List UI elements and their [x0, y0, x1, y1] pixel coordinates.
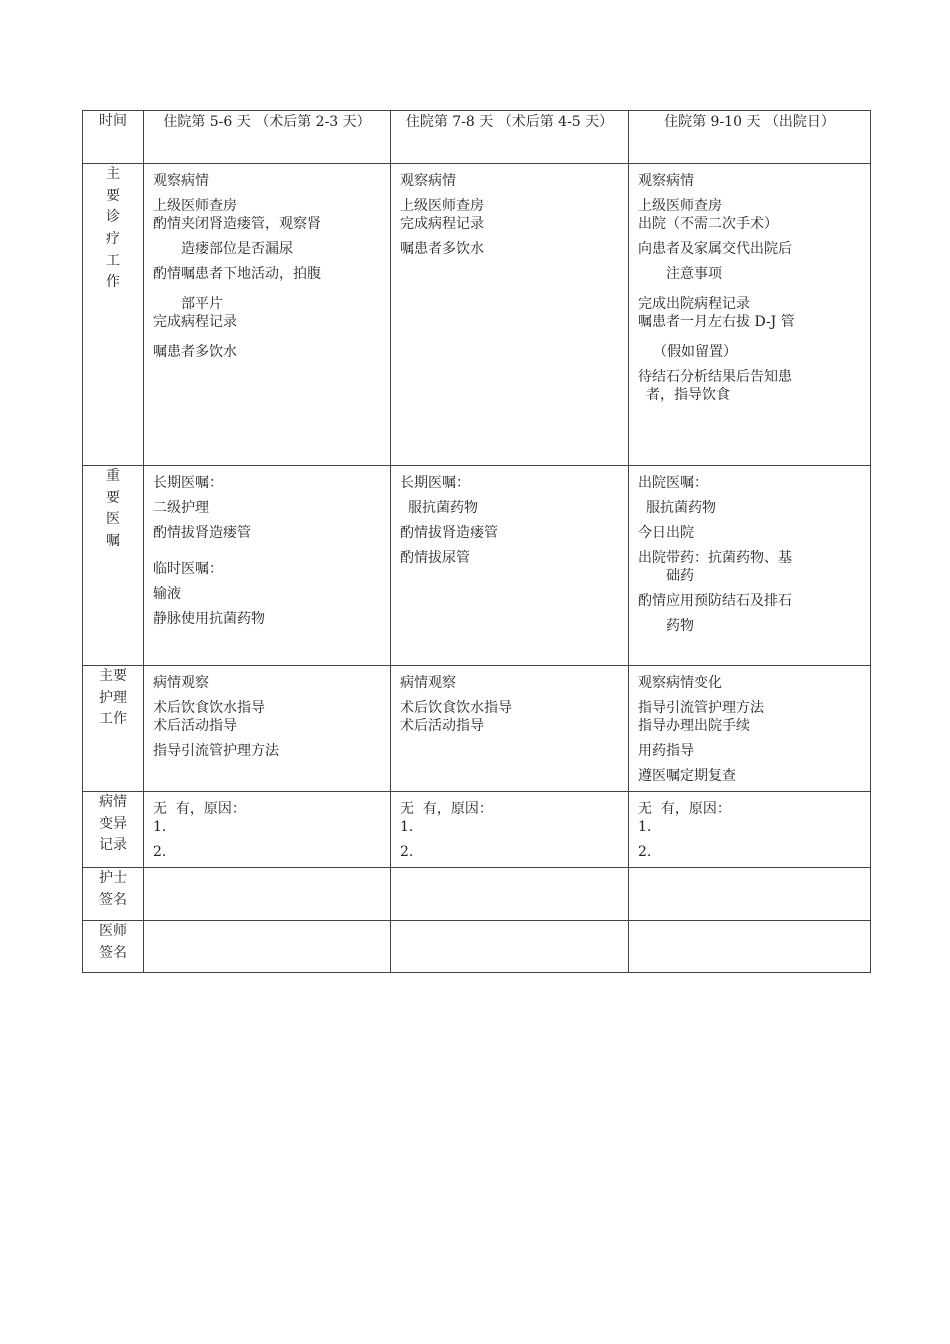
- cell-line: 药物: [666, 618, 694, 634]
- variance-item-1: 1.: [153, 819, 167, 835]
- cell-line: 酌情嘱患者下地活动，拍腹: [153, 266, 321, 282]
- cell-line: 向患者及家属交代出院后: [638, 241, 792, 257]
- cell-line: 酌情应用预防结石及排石: [638, 593, 792, 609]
- cell-line: 服抗菌药物: [646, 500, 716, 516]
- nurse-sign-field-2[interactable]: [391, 868, 629, 921]
- row-label-line: 签名: [99, 944, 127, 961]
- header-row: [83, 111, 871, 164]
- row-label-char: 疗: [106, 231, 120, 248]
- main-work-col3: [629, 164, 871, 466]
- cell-line: 嘱患者一月左右拔 D-J 管: [638, 314, 795, 330]
- row-label-char: 作: [106, 274, 120, 291]
- cell-line: 出院带药：抗菌药物、基: [638, 550, 792, 566]
- cell-line: 嘱患者多饮水: [400, 241, 484, 257]
- cell-line: 出院医嘱：: [638, 475, 708, 491]
- variance-item-1: 1.: [638, 819, 652, 835]
- nursing-row: [83, 666, 871, 792]
- cell-line: 指导办理出院手续: [638, 718, 750, 734]
- clinical-pathway-table: [82, 110, 871, 973]
- cell-line: 嘱患者多饮水: [153, 344, 237, 360]
- nursing-col2: [391, 666, 629, 792]
- cell-line: 完成病程记录: [153, 314, 237, 330]
- cell-line: 础药: [666, 568, 694, 584]
- doctor-sign-field-3[interactable]: [629, 921, 871, 973]
- cell-line: 指导引流管护理方法: [638, 700, 764, 716]
- cell-line: 今日出院: [638, 525, 694, 541]
- cell-line: 酌情拔尿管: [400, 550, 470, 566]
- cell-line: 待结石分析结果后告知患: [638, 369, 792, 385]
- row-label-char: 诊: [106, 209, 120, 226]
- cell-line: 长期医嘱：: [153, 475, 223, 491]
- cell-line: 长期医嘱：: [400, 475, 470, 491]
- cell-line: 观察病情变化: [638, 675, 722, 691]
- cell-line: （假如留置）: [653, 344, 737, 360]
- nurse-sign-field-1[interactable]: [144, 868, 391, 921]
- variance-options[interactable]: 无 有，原因：: [400, 801, 493, 817]
- cell-line: 观察病情: [638, 173, 694, 189]
- cell-line: 上级医师查房: [153, 198, 237, 214]
- nurse-sign-row: [83, 868, 871, 921]
- header-col2-cell: [391, 111, 629, 164]
- header-col3-cell: [629, 111, 871, 164]
- cell-line: 静脉使用抗菌药物: [153, 611, 265, 627]
- row-label-line: 工作: [99, 711, 127, 728]
- nurse-sign-field-3[interactable]: [629, 868, 871, 921]
- cell-line: 出院（不需二次手术）: [638, 216, 778, 232]
- cell-line: 观察病情: [400, 173, 456, 189]
- header-day-7-8: 住院第 7-8 天 （术后第 4-5 天）: [405, 114, 614, 130]
- variance-item-1: 1.: [400, 819, 414, 835]
- nursing-col1: [144, 666, 391, 792]
- cell-line: 术后饮食饮水指导: [400, 700, 512, 716]
- cell-line: 酌情拔肾造瘘管: [153, 525, 251, 541]
- cell-line: 酌情拔肾造瘘管: [400, 525, 498, 541]
- cell-line: 上级医师查房: [400, 198, 484, 214]
- cell-line: 注意事项: [666, 266, 722, 282]
- row-label-line: 护理: [99, 689, 127, 706]
- cell-line: 观察病情: [153, 173, 209, 189]
- row-label-line: 变异: [99, 815, 127, 832]
- cell-line: 服抗菌药物: [408, 500, 478, 516]
- main-work-label: [83, 164, 144, 466]
- cell-line: 输液: [153, 586, 181, 602]
- cell-line: 临时医嘱：: [153, 561, 223, 577]
- time-label-cell: [83, 111, 144, 164]
- doctor-sign-field-1[interactable]: [144, 921, 391, 973]
- row-label-char: 要: [106, 187, 120, 204]
- main-work-col1: [144, 164, 391, 466]
- cell-line: 术后饮食饮水指导: [153, 700, 265, 716]
- cell-line: 二级护理: [153, 500, 209, 516]
- row-label-char: 工: [106, 252, 120, 269]
- main-work-col2: [391, 164, 629, 466]
- nursing-col3: [629, 666, 871, 792]
- row-label-line: 记录: [99, 837, 127, 854]
- row-label-char: 嘱: [106, 533, 120, 550]
- cell-line: 指导引流管护理方法: [153, 743, 279, 759]
- row-label-char: 重: [106, 468, 120, 484]
- row-label-line: 主要: [99, 668, 127, 684]
- cell-line: 酌情夹闭肾造瘘管，观察肾: [153, 216, 321, 232]
- orders-label: [83, 466, 144, 666]
- orders-col1: [144, 466, 391, 666]
- orders-col3: [629, 466, 871, 666]
- cell-line: 完成出院病程记录: [638, 296, 750, 312]
- orders-col2: [391, 466, 629, 666]
- cell-line: 用药指导: [638, 743, 694, 759]
- variance-item-2: 2.: [153, 844, 167, 860]
- nursing-label: [83, 666, 144, 792]
- variance-options[interactable]: 无 有，原因：: [638, 801, 731, 817]
- row-label-char: 医: [106, 511, 120, 528]
- cell-line: 术后活动指导: [153, 718, 237, 734]
- header-day-9-10: 住院第 9-10 天 （出院日）: [664, 114, 835, 130]
- main-work-row: [83, 164, 871, 466]
- row-label-char: 要: [106, 489, 120, 506]
- nurse-sign-label: [83, 868, 144, 921]
- row-label-line: 医师: [99, 923, 127, 939]
- row-label-char: 主: [106, 166, 120, 182]
- cell-line: 术后活动指导: [400, 718, 484, 734]
- row-label-line: 护士: [99, 870, 127, 886]
- variance-col2[interactable]: [391, 792, 629, 868]
- variance-col3[interactable]: [629, 792, 871, 868]
- cell-line: 上级医师查房: [638, 198, 722, 214]
- variance-item-2: 2.: [638, 844, 652, 860]
- cell-line: 遵医嘱定期复查: [638, 768, 736, 784]
- orders-row: [83, 466, 871, 666]
- row-label-line: 病情: [99, 794, 127, 810]
- cell-line: 病情观察: [400, 675, 456, 691]
- doctor-sign-field-2[interactable]: [391, 921, 629, 973]
- doctor-sign-row: [83, 921, 871, 973]
- header-col1-cell: [144, 111, 391, 164]
- doctor-sign-label: [83, 921, 144, 973]
- variance-options[interactable]: 无 有，原因：: [153, 801, 246, 817]
- cell-line: 者，指导饮食: [646, 387, 730, 403]
- variance-col1[interactable]: [144, 792, 391, 868]
- cell-line: 完成病程记录: [400, 216, 484, 232]
- variance-row: [83, 792, 871, 868]
- row-label-line: 签名: [99, 891, 127, 908]
- variance-label: [83, 792, 144, 868]
- time-label: 时间: [99, 113, 127, 129]
- cell-line: 病情观察: [153, 675, 209, 691]
- cell-line: 造瘘部位是否漏尿: [181, 241, 293, 257]
- cell-line: 部平片: [181, 296, 223, 312]
- header-day-5-6: 住院第 5-6 天 （术后第 2-3 天）: [163, 114, 371, 130]
- variance-item-2: 2.: [400, 844, 414, 860]
